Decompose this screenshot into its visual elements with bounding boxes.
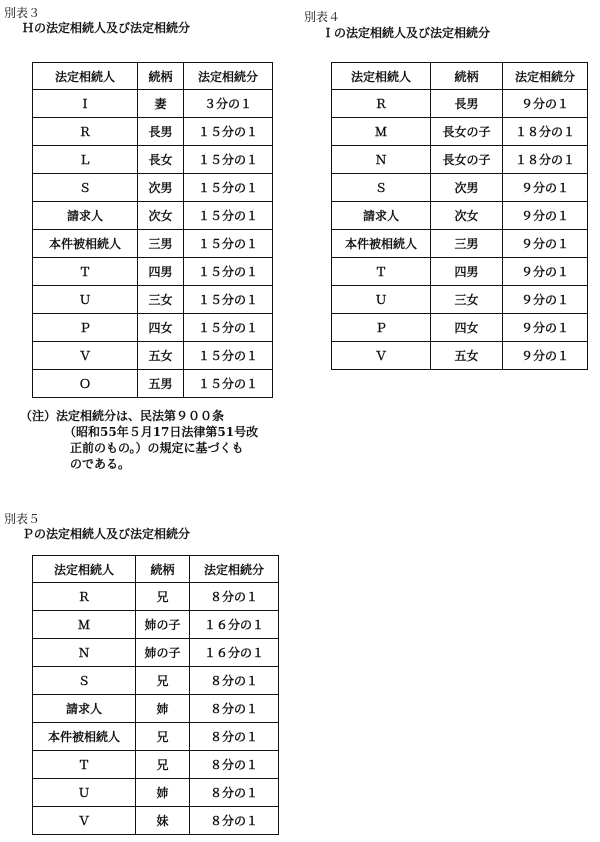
heir-cell: Ｒ	[33, 118, 138, 146]
relation-cell: 長女の子	[431, 118, 503, 146]
table-row	[332, 314, 588, 342]
table3-title: Ｈの法定相続人及び法定相続分	[22, 21, 191, 35]
header-row	[332, 63, 588, 90]
note-line-4: のである。	[70, 457, 131, 471]
table4-title: Ｉの法定相続人及び法定相続分	[322, 26, 491, 40]
relation-cell: 長女の子	[431, 146, 503, 174]
share-cell: ８分の１	[190, 667, 279, 695]
header-row	[33, 63, 273, 90]
heir-cell: 請求人	[332, 202, 431, 230]
share-cell: ８分の１	[190, 583, 279, 611]
relation-cell: 兄	[136, 667, 190, 695]
table-row	[33, 611, 279, 639]
relation-cell: 四男	[431, 258, 503, 286]
table-row	[332, 258, 588, 286]
share-cell: ８分の１	[190, 807, 279, 835]
heir-cell: Ｓ	[332, 174, 431, 202]
heir-cell: Ｐ	[332, 314, 431, 342]
column-header: 続柄	[431, 63, 503, 90]
heir-cell: Ｉ	[33, 90, 138, 118]
relation-cell: 四男	[138, 258, 184, 286]
column-header: 法定相続人	[332, 63, 431, 90]
share-cell: ８分の１	[190, 695, 279, 723]
heir-cell: 本件被相続人	[332, 230, 431, 258]
heir-cell: Ｒ	[332, 90, 431, 118]
share-cell: ９分の１	[503, 230, 588, 258]
heir-cell: Ｏ	[33, 370, 138, 398]
heir-cell: Ｓ	[33, 667, 136, 695]
heir-cell: Ｔ	[332, 258, 431, 286]
heir-cell: Ｌ	[33, 146, 138, 174]
relation-cell: 次女	[431, 202, 503, 230]
relation-cell: 三女	[431, 286, 503, 314]
share-cell: ９分の１	[503, 342, 588, 370]
heir-cell: Ｖ	[33, 342, 138, 370]
table-row	[33, 174, 273, 202]
share-cell: １８分の１	[503, 146, 588, 174]
relation-cell: 兄	[136, 583, 190, 611]
relation-cell: 姉	[136, 695, 190, 723]
heir-cell: Ｖ	[332, 342, 431, 370]
relation-cell: 妻	[138, 90, 184, 118]
relation-cell: 三男	[431, 230, 503, 258]
relation-cell: 三男	[138, 230, 184, 258]
table5-label: 別表５	[4, 512, 41, 526]
column-header: 法定相続人	[33, 556, 136, 583]
share-cell: １５分の１	[184, 258, 273, 286]
note-line-2: （昭和55年５月17日法律第51号改	[64, 425, 259, 439]
heir-cell: Ｎ	[332, 146, 431, 174]
table-row	[33, 230, 273, 258]
table-row	[33, 146, 273, 174]
heir-cell: Ｕ	[332, 286, 431, 314]
table4	[331, 62, 588, 370]
table-row	[332, 174, 588, 202]
table-row	[332, 202, 588, 230]
share-cell: ９分の１	[503, 258, 588, 286]
relation-cell: 長女	[138, 146, 184, 174]
share-cell: １５分の１	[184, 314, 273, 342]
table-row	[33, 342, 273, 370]
table-row	[332, 90, 588, 118]
heir-cell: Ｕ	[33, 286, 138, 314]
column-header: 法定相続分	[184, 63, 273, 90]
share-cell: ８分の１	[190, 723, 279, 751]
relation-cell: 五女	[138, 342, 184, 370]
header-row	[33, 556, 279, 583]
table-row	[332, 146, 588, 174]
relation-cell: 次女	[138, 202, 184, 230]
heir-cell: Ｍ	[332, 118, 431, 146]
relation-cell: 三女	[138, 286, 184, 314]
share-cell: ８分の１	[190, 751, 279, 779]
table-row	[332, 230, 588, 258]
share-cell: １５分の１	[184, 202, 273, 230]
heir-cell: 本件被相続人	[33, 230, 138, 258]
share-cell: １５分の１	[184, 174, 273, 202]
table-row	[33, 667, 279, 695]
table3-label: 別表３	[4, 6, 41, 20]
relation-cell: 姉の子	[136, 611, 190, 639]
heir-cell: Ｐ	[33, 314, 138, 342]
share-cell: ８分の１	[190, 779, 279, 807]
column-header: 法定相続分	[190, 556, 279, 583]
table5-title: Ｐの法定相続人及び法定相続分	[22, 527, 191, 541]
share-cell: ９分の１	[503, 174, 588, 202]
table-row	[33, 583, 279, 611]
relation-cell: 五男	[138, 370, 184, 398]
table-row	[33, 723, 279, 751]
share-cell: ９分の１	[503, 202, 588, 230]
heir-cell: Ｔ	[33, 751, 136, 779]
heir-cell: Ｔ	[33, 258, 138, 286]
share-cell: １６分の１	[190, 639, 279, 667]
relation-cell: 兄	[136, 723, 190, 751]
table-row	[332, 286, 588, 314]
share-cell: １５分の１	[184, 286, 273, 314]
relation-cell: 兄	[136, 751, 190, 779]
column-header: 法定相続人	[33, 63, 138, 90]
heir-cell: 請求人	[33, 695, 136, 723]
relation-cell: 長男	[431, 90, 503, 118]
share-cell: ９分の１	[503, 90, 588, 118]
table5	[32, 555, 279, 835]
table-row	[33, 807, 279, 835]
heir-cell: 請求人	[33, 202, 138, 230]
note-line-3: 正前のもの。）の規定に基づくも	[70, 441, 244, 455]
relation-cell: 姉の子	[136, 639, 190, 667]
table-row	[332, 342, 588, 370]
heir-cell: Ｎ	[33, 639, 136, 667]
share-cell: １５分の１	[184, 118, 273, 146]
relation-cell: 五女	[431, 342, 503, 370]
column-header: 続柄	[138, 63, 184, 90]
table-row	[33, 751, 279, 779]
note-line-1: （注）法定相続分は、民法第９００条	[20, 409, 225, 423]
table-row	[33, 370, 273, 398]
relation-cell: 次男	[431, 174, 503, 202]
share-cell: １６分の１	[190, 611, 279, 639]
relation-cell: 次男	[138, 174, 184, 202]
column-header: 続柄	[136, 556, 190, 583]
relation-cell: 長男	[138, 118, 184, 146]
table-row	[33, 258, 273, 286]
relation-cell: 四女	[138, 314, 184, 342]
heir-cell: Ｓ	[33, 174, 138, 202]
column-header: 法定相続分	[503, 63, 588, 90]
table-row	[33, 314, 273, 342]
share-cell: １５分の１	[184, 370, 273, 398]
table-row	[33, 118, 273, 146]
heir-cell: Ｖ	[33, 807, 136, 835]
share-cell: １５分の１	[184, 342, 273, 370]
share-cell: １５分の１	[184, 230, 273, 258]
share-cell: ９分の１	[503, 286, 588, 314]
table-row	[33, 90, 273, 118]
table-row	[332, 118, 588, 146]
share-cell: ３分の１	[184, 90, 273, 118]
share-cell: １８分の１	[503, 118, 588, 146]
heir-cell: 本件被相続人	[33, 723, 136, 751]
heir-cell: Ｒ	[33, 583, 136, 611]
table3	[32, 62, 273, 398]
heir-cell: Ｕ	[33, 779, 136, 807]
relation-cell: 妹	[136, 807, 190, 835]
relation-cell: 四女	[431, 314, 503, 342]
heir-cell: Ｍ	[33, 611, 136, 639]
table4-label: 別表４	[304, 10, 341, 24]
table-row	[33, 286, 273, 314]
table-row	[33, 202, 273, 230]
table-row	[33, 695, 279, 723]
share-cell: １５分の１	[184, 146, 273, 174]
share-cell: ９分の１	[503, 314, 588, 342]
table-row	[33, 779, 279, 807]
relation-cell: 姉	[136, 779, 190, 807]
legal-note	[20, 408, 280, 472]
table-row	[33, 639, 279, 667]
